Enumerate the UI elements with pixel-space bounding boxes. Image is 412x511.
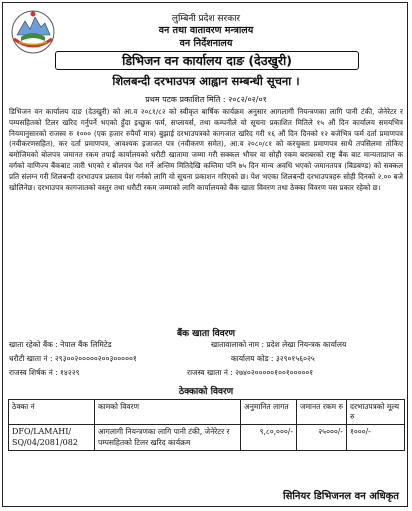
revenue-head-number: राजस्व शिर्षक नं : १४२२९ (9, 368, 80, 377)
table-row (9, 425, 405, 451)
office-name-box: डिभिजन वन कार्यालय दाङ (देउखुरी) (55, 51, 359, 70)
contract-table (8, 399, 405, 451)
bank-details-heading: बैंक खाता विवरण (177, 329, 235, 339)
bid-document-price: १०००/- (347, 425, 405, 451)
bid-security-amount: २५०००/- (297, 425, 347, 451)
column-header: जमानत रकम रु (297, 400, 347, 425)
ministry-line: वन तथा वातावरण मन्त्रालय (158, 25, 254, 36)
publication-date: प्रथम पटक प्रकाशित मिति : २०८२/०२/०१ (145, 95, 267, 104)
government-line: लुम्बिनी प्रदेश सरकार (171, 14, 241, 24)
estimated-cost: ९,८०,०००/- (241, 425, 297, 451)
contract-reference: DFO/LAMAHI/ SQ/04/2081/082 (9, 425, 95, 451)
office-code: कार्यालय कोड : ३२९०१५६०२५ (231, 354, 315, 363)
notice-frame (2, 2, 408, 507)
contract-details-heading: ठेक्काको विवरण (178, 387, 234, 397)
column-header: अनुमानित लागत (241, 400, 297, 425)
account-holder: खातावालाको नाम : प्रदेश लेखा नियन्त्रक कार्यालय (211, 340, 347, 349)
column-header: कामको विवरण (95, 400, 241, 425)
work-description: आगलागी नियन्त्रणका लागि पानी टंकी, जेनेरेटर र पम्पसहितको टिलर खरिद कार्यक्रम (95, 425, 241, 451)
column-header: ठेक्का नं (9, 400, 95, 425)
deposit-account-number: धरौटी खाता नं : २९३००२०००००२००३०००००१ (9, 354, 137, 363)
contract-table-header-row (9, 400, 405, 425)
bank-name: खाता रहेको बैंक : नेपाल बैंक लिमिटेड (9, 340, 112, 349)
signatory-title: सिनियर डिभिजनल वन अधिकृत (282, 491, 399, 502)
directorate-line: वन निर्देशनालय (179, 38, 233, 49)
revenue-account-number: राजस्व खाता नं : २७४०२०००००१००१०००००१ (187, 368, 314, 377)
column-header: दरभाउपत्रको मूल्य रु (347, 400, 405, 425)
notice-title: शिलबन्दी दरभाउपत्र आह्वान सम्बन्धी सूचना । (112, 74, 300, 88)
notice-body-paragraph: डिभिजन वन कार्यालय दाङ (देउखुरी) को आ.व २०८१/८२ को स्वीकृत बार्षिक कार्यक्रम अनुसार आगलागी नियन्त्रणका लागि पानी टंकी, जेनेरेटर र पम्पसहितको टिलर खरिद गर्नुपर्ने भएको हुँदा इच्छुक फर्म, सप्लायर्स, तथा कम्पनीले यो सूचना प्रकाशित मितिले १५ औं दिन कार्यालय समयभित्र नियमानुसारको राजस्व रु १००० (एक हजार रुपैयाँ मात्र) बुझाई दरभाउपत्रको कागजात खरिद गरी १६ औं दिन दिनको १२ बजेभित्र फर्म दर्ता प्रमाणपत्र (नवीकरणसहित), कर दर्ता प्रमाणपत्र, आवश्यक इजाजत पत्र (नवीकरण समेत), आ.व २०८०/८१ को करचुक्ता प्रमाणपत्र साथै तपसिलमा तोकिए बमोजिमको बोलपत्र जमानत रकम तपाई कार्यालयको धरौटी खातामा जम्मा गरी सक्कल भौचर वा सोही रकम बराबरको राष्ट्र बैंक बाट मान्यताप्राप्त क वर्गको वाणिज्य बैंकबाट जारी भएको र बोलपत्र पेश गर्ने अन्तिम मितिदेखि कम्तिमा पनि ७५ दिन मान्य अवधि भएको जमानतपत्र (बिडबण्ड) को सक्कल प्रति संलग्न गरी शिलबन्दी दरभाउपत्र प्रस्ताव पेश गर्नको लागि यो सूचना प्रकाशन गरिएको छ। पेश भएका शिलबन्दी दरभाउपत्रहरु सोही दिनको २.०० बजे खोलिनेछ। दरभाउपत्र कागजातको वस्तुर तथा धरौटी रकम जम्माको लागि कार्यालयको बैंक खाता विवरण तथा ठेक्का विवरण यस प्रकार रहेको छ। (9, 107, 403, 192)
